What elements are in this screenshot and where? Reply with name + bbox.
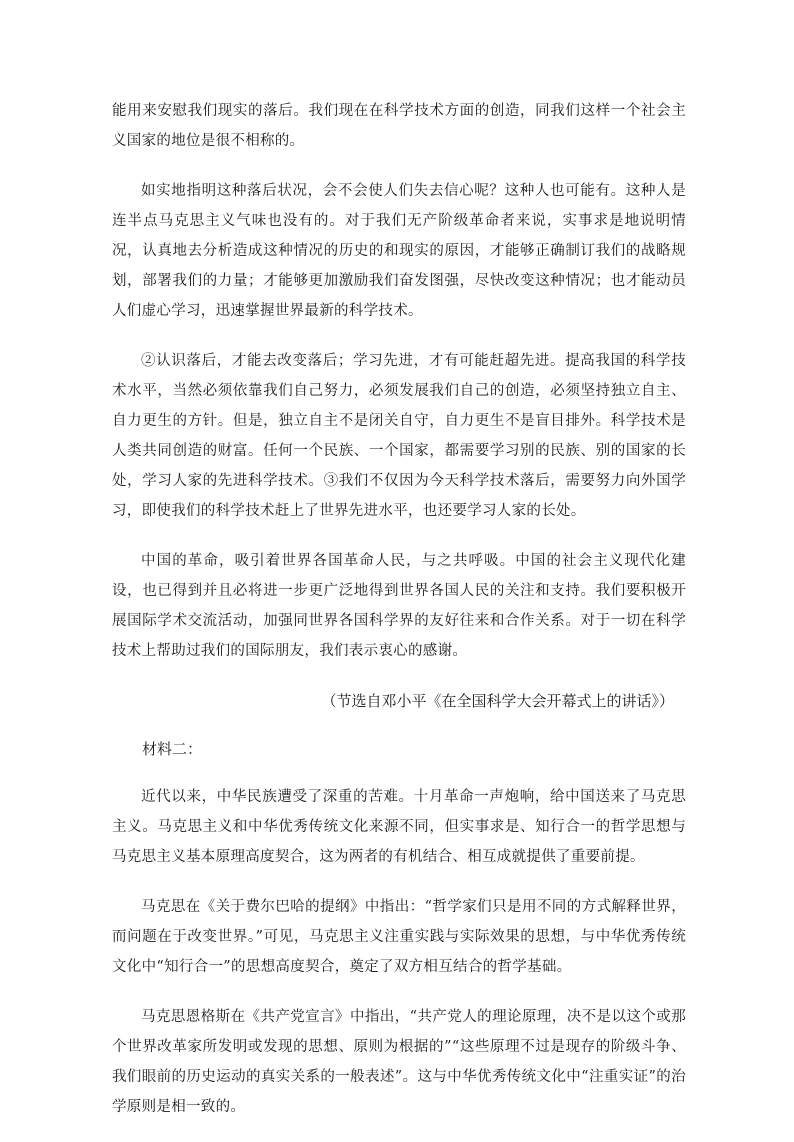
paragraph-marxism-arrival: 近代以来，中华民族遭受了深重的苦难。十月革命一声炮响，给中国送来了马克思主义。马克思主义和中华优秀传统文化来源不同，但实事求是、知行合一的哲学思想与马克思主义基本原理高度契合，这为两者的有机结合、相互成就提供了重要前提。	[112, 789, 686, 865]
section-heading-material-two: 材料二：	[142, 740, 203, 758]
paragraph-learn-advanced: ②认识落后，才能去改变落后；学习先进，才有可能赶超先进。提高我国的科学技术水平，当然必须依靠我们自己努力，必须发展我们自己的创造，必须坚持独立自主、自力更生的方针。但是，独立自主不是闭关自守，自力更生不是盲目排外。科学技术是人类共同创造的财富。任何一个民族、一个国家，都需要学习别的民族、别的国家的长处，学习人家的先进科学技术。③我们不仅因为今天科学技术落后，需要努力向外国学习，即使我们的科学技术赶上了世界先进水平，也还要学习人家的长处。	[112, 353, 686, 519]
paragraph-communist-manifesto: 马克思恩格斯在《共产党宣言》中指出，“共产党人的理论原理，决不是以这个或那个世界改革家所发明或发现的思想、原则为根据的”“这些原理不过是现存的阶级斗争、我们眼前的历史运动的真实关系的一般表述”。这与中华优秀传统文化中“注重实证”的治学原则是相一致的。	[112, 1009, 686, 1115]
source-attribution: （节选自邓小平《在全国科学大会开幕式上的讲话》）	[321, 692, 674, 710]
paragraph-feuerbach-theses: 马克思在《关于费尔巴哈的提纲》中指出：“哲学家们只是用不同的方式解释世界，而问题在于改变世界。”可见，马克思主义注重实践与实际效果的思想，与中华优秀传统文化中“知行合一”的思想高度契合，奠定了双方相互结合的哲学基础。	[112, 899, 686, 975]
paragraph-continuation: 能用来安慰我们现实的落后。我们现在在科学技术方面的创造，同我们这样一个社会主义国家的地位是很不相称的。	[112, 103, 686, 149]
paragraph-honest-assessment: 如实地指明这种落后状况，会不会使人们失去信心呢？这种人也可能有。这种人是连半点马克思主义气味也没有的。对于我们无产阶级革命者来说，实事求是地说明情况，认真地去分析造成这种情况的历史的和现实的原因，才能够正确制订我们的战略规划，部署我们的力量；才能够更加激励我们奋发图强，尽快改变这种情况；也才能动员人们虚心学习，迅速掌握世界最新的科学技术。	[112, 183, 686, 319]
paragraph-international-exchange: 中国的革命，吸引着世界各国革命人民，与之共呼吸。中国的社会主义现代化建设，也已得到并且必将进一步更广泛地得到世界各国人民的关注和支持。我们要积极开展国际学术交流活动，加强同世界各国科学界的友好往来和合作关系。对于一切在科学技术上帮助过我们的国际朋友，我们表示衷心的感谢。	[112, 553, 686, 659]
document-page	[112, 96, 686, 1142]
